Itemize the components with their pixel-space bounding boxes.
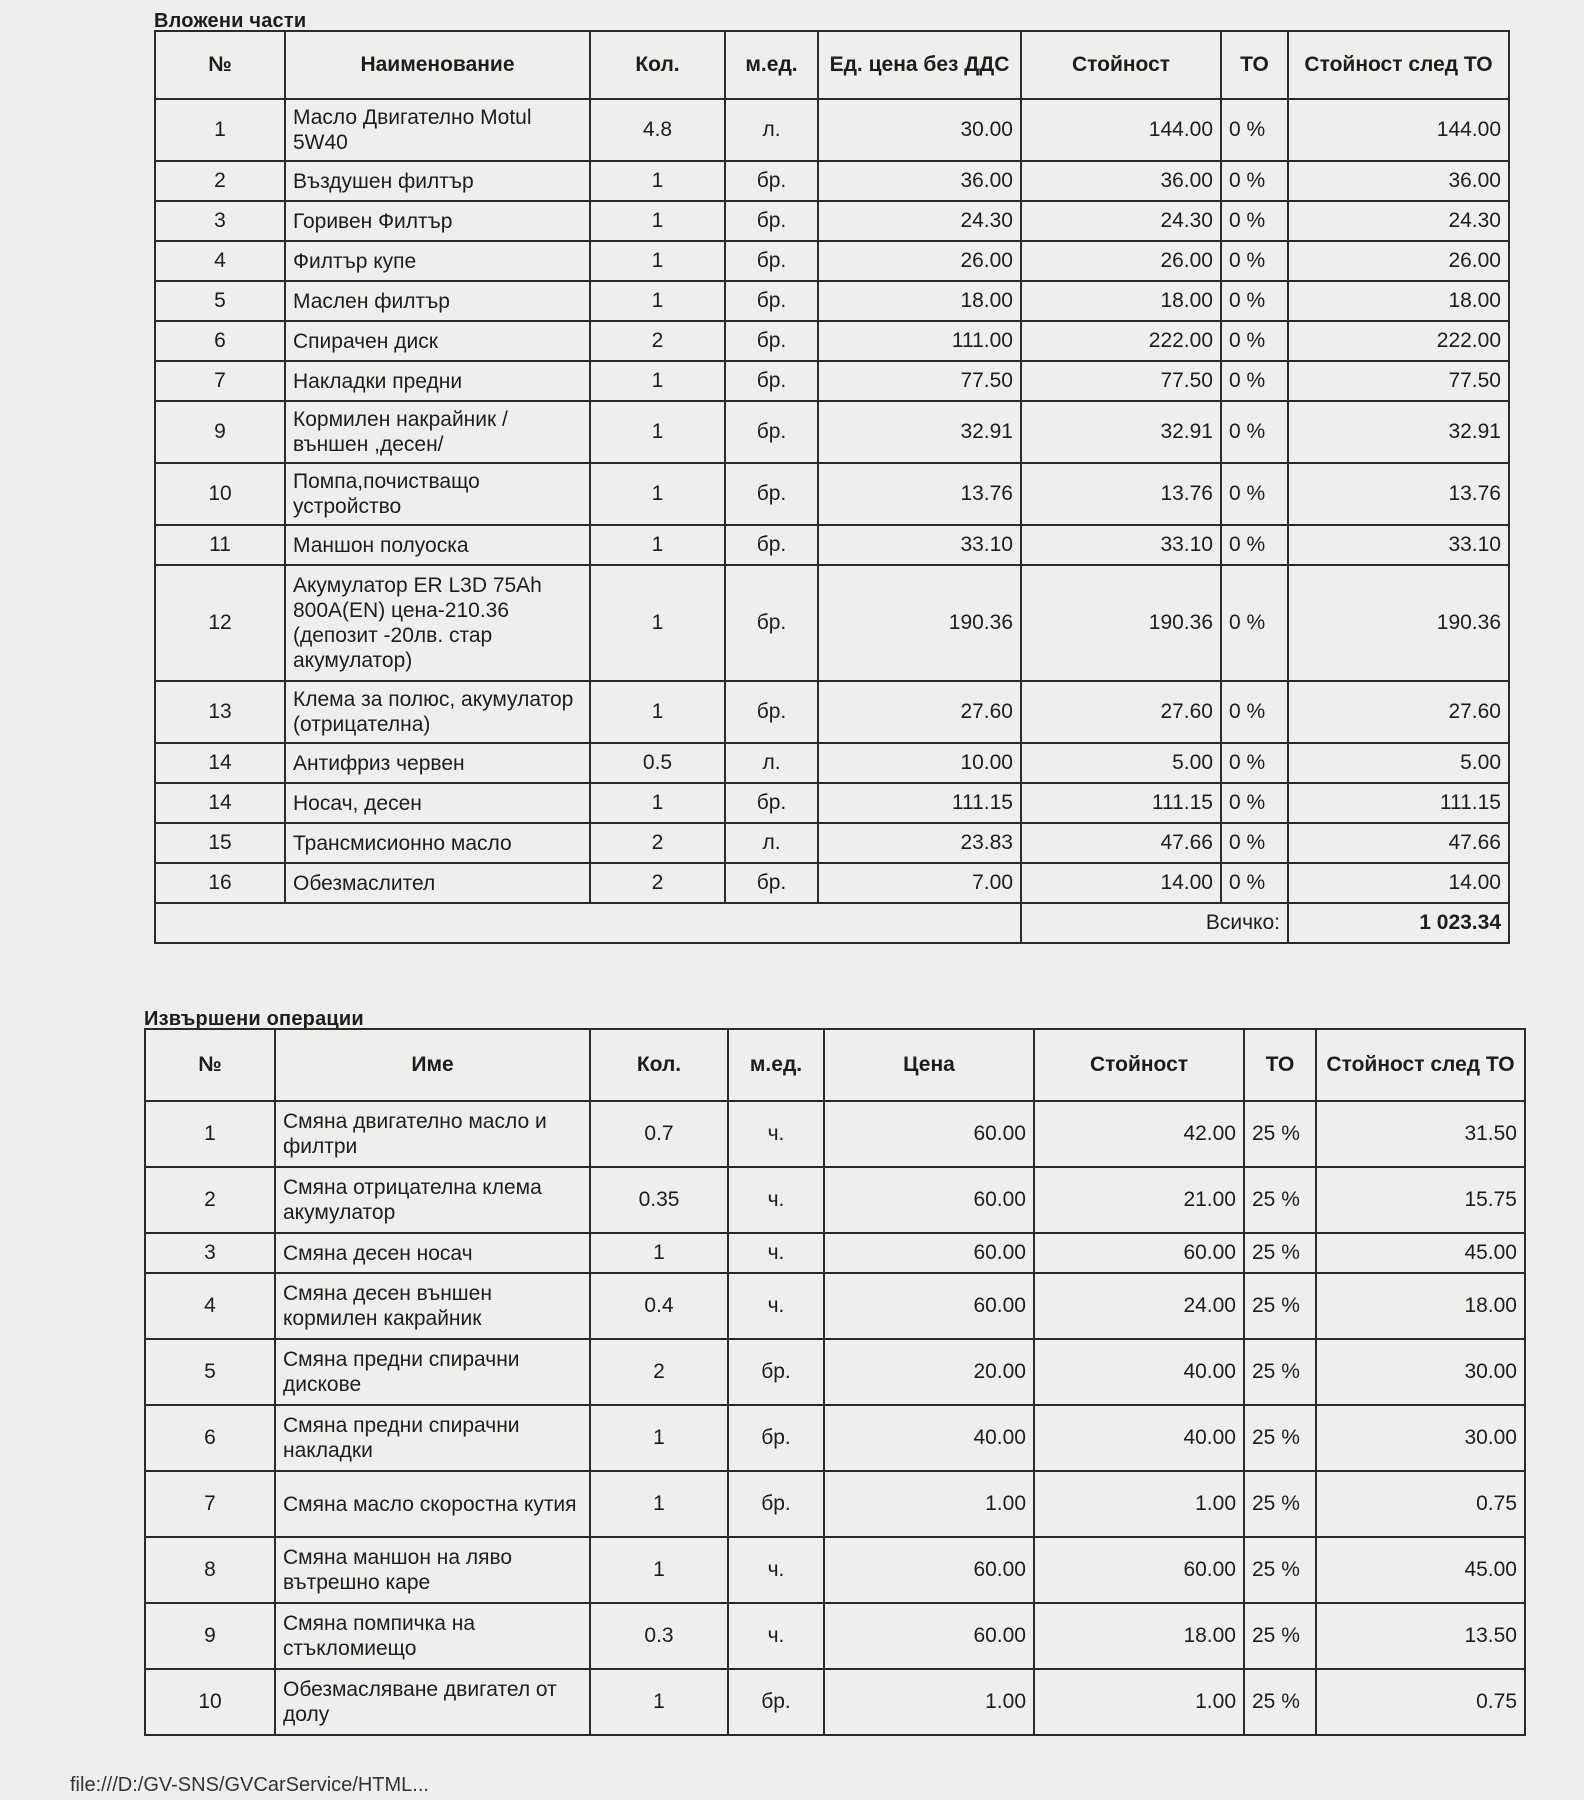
row-price: 190.36 [818,565,1021,681]
row-no: 12 [155,565,285,681]
row-to: 25 % [1244,1101,1316,1167]
row-qty: 4.8 [590,99,725,161]
row-after-to: 190.36 [1288,565,1509,681]
table-row [155,823,1509,863]
row-name: Смяна маншон на ляво вътрешно каре [275,1537,590,1603]
row-name: Помпа,почистващо устройство [285,463,590,525]
ops-header-to: ТО [1244,1029,1316,1101]
row-value: 111.15 [1021,783,1221,823]
row-value: 60.00 [1034,1233,1244,1273]
row-no: 2 [155,161,285,201]
row-qty: 2 [590,1339,728,1405]
row-after-to: 0.75 [1316,1471,1525,1537]
table-row [155,783,1509,823]
table-row [155,863,1509,903]
row-to: 0 % [1221,783,1288,823]
row-price: 30.00 [818,99,1021,161]
ops-header-no: № [145,1029,275,1101]
row-no: 9 [145,1603,275,1669]
ops-header-unit: м.ед. [728,1029,824,1101]
row-qty: 1 [590,361,725,401]
row-value: 42.00 [1034,1101,1244,1167]
row-name: Смяна предни спирачни дискове [275,1339,590,1405]
row-no: 10 [145,1669,275,1735]
row-name: Маслен филтър [285,281,590,321]
row-no: 16 [155,863,285,903]
row-unit: бр. [725,161,818,201]
row-name: Кормилен накрайник / външен ,десен/ [285,401,590,463]
row-qty: 1 [590,1537,728,1603]
row-price: 18.00 [818,281,1021,321]
row-to: 0 % [1221,463,1288,525]
row-qty: 2 [590,321,725,361]
row-name: Въздушен филтър [285,161,590,201]
row-after-to: 24.30 [1288,201,1509,241]
row-price: 7.00 [818,863,1021,903]
row-no: 3 [145,1233,275,1273]
row-qty: 0.35 [590,1167,728,1233]
row-qty: 2 [590,823,725,863]
row-qty: 1 [590,401,725,463]
row-after-to: 13.50 [1316,1603,1525,1669]
row-price: 77.50 [818,361,1021,401]
row-value: 18.00 [1021,281,1221,321]
table-row [145,1101,1525,1167]
table-row [155,565,1509,681]
row-to: 25 % [1244,1669,1316,1735]
table-row [145,1233,1525,1273]
row-no: 14 [155,783,285,823]
row-value: 5.00 [1021,743,1221,783]
row-after-to: 13.76 [1288,463,1509,525]
row-after-to: 45.00 [1316,1233,1525,1273]
row-to: 25 % [1244,1537,1316,1603]
table-row [145,1603,1525,1669]
row-no: 4 [145,1273,275,1339]
row-value: 33.10 [1021,525,1221,565]
row-no: 8 [145,1537,275,1603]
ops-header-after-to: Стойност след ТО [1316,1029,1525,1101]
operations-table [144,1028,1526,1736]
row-to: 25 % [1244,1471,1316,1537]
parts-header-row [155,31,1509,99]
row-unit: л. [725,743,818,783]
row-value: 18.00 [1034,1603,1244,1669]
row-qty: 1 [590,241,725,281]
row-qty: 1 [590,1233,728,1273]
row-value: 1.00 [1034,1471,1244,1537]
ops-header-value: Стойност [1034,1029,1244,1101]
row-to: 0 % [1221,681,1288,743]
row-qty: 0.3 [590,1603,728,1669]
row-after-to: 31.50 [1316,1101,1525,1167]
row-name: Обезмаслител [285,863,590,903]
row-after-to: 36.00 [1288,161,1509,201]
row-unit: бр. [728,1471,824,1537]
row-price: 1.00 [824,1669,1034,1735]
row-unit: бр. [725,401,818,463]
table-row [155,401,1509,463]
row-no: 11 [155,525,285,565]
row-after-to: 33.10 [1288,525,1509,565]
row-unit: ч. [728,1603,824,1669]
parts-section-title: Вложени части [154,10,307,32]
row-no: 5 [155,281,285,321]
row-after-to: 18.00 [1288,281,1509,321]
operations-header-row [145,1029,1525,1101]
row-to: 25 % [1244,1167,1316,1233]
row-after-to: 32.91 [1288,401,1509,463]
row-value: 47.66 [1021,823,1221,863]
row-price: 13.76 [818,463,1021,525]
row-value: 27.60 [1021,681,1221,743]
row-name: Смяна десен носач [275,1233,590,1273]
row-unit: бр. [725,525,818,565]
row-after-to: 144.00 [1288,99,1509,161]
row-unit: ч. [728,1273,824,1339]
row-qty: 1 [590,161,725,201]
row-after-to: 47.66 [1288,823,1509,863]
row-unit: ч. [728,1167,824,1233]
row-after-to: 30.00 [1316,1405,1525,1471]
row-unit: бр. [725,281,818,321]
row-no: 13 [155,681,285,743]
row-value: 14.00 [1021,863,1221,903]
row-name: Накладки предни [285,361,590,401]
row-no: 4 [155,241,285,281]
row-name: Акумулатор ER L3D 75Ah 800A(EN) цена-210.36 (депозит -20лв. стар акумулатор) [285,565,590,681]
header-unit-price: Ед. цена без ДДС [818,31,1021,99]
row-qty: 1 [590,1471,728,1537]
total-value: 1 023.34 [1288,903,1509,943]
row-name: Горивен Филтър [285,201,590,241]
row-unit: ч. [728,1101,824,1167]
row-price: 60.00 [824,1537,1034,1603]
row-no: 9 [155,401,285,463]
row-qty: 1 [590,783,725,823]
total-label: Всичко: [1021,903,1288,943]
header-after-to: Стойност след ТО [1288,31,1509,99]
row-name: Смяна помпичка на стъкломиещо [275,1603,590,1669]
row-name: Смяна предни спирачни накладки [275,1405,590,1471]
row-value: 1.00 [1034,1669,1244,1735]
row-qty: 0.4 [590,1273,728,1339]
row-value: 190.36 [1021,565,1221,681]
row-value: 144.00 [1021,99,1221,161]
row-value: 24.00 [1034,1273,1244,1339]
row-unit: л. [725,99,818,161]
row-value: 32.91 [1021,401,1221,463]
row-after-to: 0.75 [1316,1669,1525,1735]
row-name: Обезмасляване двигател от долу [275,1669,590,1735]
row-price: 32.91 [818,401,1021,463]
row-no: 7 [155,361,285,401]
row-price: 33.10 [818,525,1021,565]
table-row [155,241,1509,281]
header-value: Стойност [1021,31,1221,99]
row-value: 24.30 [1021,201,1221,241]
row-unit: ч. [728,1537,824,1603]
row-name: Смяна десен външен кормилен какрайник [275,1273,590,1339]
row-to: 0 % [1221,321,1288,361]
row-to: 0 % [1221,99,1288,161]
row-qty: 2 [590,863,725,903]
table-row [155,361,1509,401]
row-price: 24.30 [818,201,1021,241]
row-to: 0 % [1221,863,1288,903]
row-to: 0 % [1221,201,1288,241]
table-row [145,1669,1525,1735]
parts-total-row [155,903,1509,943]
row-after-to: 18.00 [1316,1273,1525,1339]
row-no: 7 [145,1471,275,1537]
table-row [145,1273,1525,1339]
table-row [155,161,1509,201]
row-qty: 0.5 [590,743,725,783]
row-qty: 1 [590,281,725,321]
row-to: 25 % [1244,1339,1316,1405]
row-to: 0 % [1221,361,1288,401]
operations-section-title: Извършени операции [144,1008,364,1030]
row-to: 25 % [1244,1273,1316,1339]
row-name: Носач, десен [285,783,590,823]
row-price: 27.60 [818,681,1021,743]
header-to: ТО [1221,31,1288,99]
row-to: 0 % [1221,161,1288,201]
row-to: 0 % [1221,525,1288,565]
row-qty: 1 [590,463,725,525]
row-no: 2 [145,1167,275,1233]
row-qty: 1 [590,1669,728,1735]
row-after-to: 27.60 [1288,681,1509,743]
row-price: 26.00 [818,241,1021,281]
row-to: 0 % [1221,401,1288,463]
row-to: 0 % [1221,823,1288,863]
total-spacer [155,903,1021,943]
row-qty: 1 [590,1405,728,1471]
row-price: 111.15 [818,783,1021,823]
table-row [155,743,1509,783]
row-no: 10 [155,463,285,525]
table-row [145,1537,1525,1603]
row-no: 6 [145,1405,275,1471]
row-unit: ч. [728,1233,824,1273]
table-row [155,99,1509,161]
row-unit: бр. [728,1405,824,1471]
row-no: 3 [155,201,285,241]
row-to: 25 % [1244,1233,1316,1273]
row-after-to: 222.00 [1288,321,1509,361]
table-row [145,1405,1525,1471]
row-name: Антифриз червен [285,743,590,783]
footer-file-path: file:///D:/GV-SNS/GVCarService/HTML... [70,1774,429,1796]
row-price: 60.00 [824,1273,1034,1339]
row-after-to: 111.15 [1288,783,1509,823]
row-name: Смяна отрицателна клема акумулатор [275,1167,590,1233]
row-price: 36.00 [818,161,1021,201]
row-unit: бр. [725,565,818,681]
row-value: 40.00 [1034,1339,1244,1405]
row-value: 77.50 [1021,361,1221,401]
row-value: 222.00 [1021,321,1221,361]
header-no: № [155,31,285,99]
row-to: 0 % [1221,281,1288,321]
row-name: Масло Двигателно Motul 5W40 [285,99,590,161]
row-value: 13.76 [1021,463,1221,525]
row-unit: бр. [725,681,818,743]
row-no: 5 [145,1339,275,1405]
row-after-to: 30.00 [1316,1339,1525,1405]
row-qty: 1 [590,565,725,681]
row-price: 20.00 [824,1339,1034,1405]
row-name: Трансмисионно масло [285,823,590,863]
table-row [145,1471,1525,1537]
table-row [155,525,1509,565]
row-after-to: 26.00 [1288,241,1509,281]
row-no: 1 [145,1101,275,1167]
row-unit: бр. [725,361,818,401]
row-to: 0 % [1221,241,1288,281]
row-price: 1.00 [824,1471,1034,1537]
row-unit: бр. [728,1669,824,1735]
row-no: 14 [155,743,285,783]
row-to: 0 % [1221,565,1288,681]
ops-header-name: Име [275,1029,590,1101]
row-unit: бр. [725,783,818,823]
row-no: 15 [155,823,285,863]
row-price: 40.00 [824,1405,1034,1471]
row-unit: бр. [725,201,818,241]
row-unit: бр. [725,321,818,361]
header-qty: Кол. [590,31,725,99]
row-qty: 0.7 [590,1101,728,1167]
row-to: 25 % [1244,1405,1316,1471]
row-after-to: 14.00 [1288,863,1509,903]
row-to: 0 % [1221,743,1288,783]
table-row [145,1339,1525,1405]
row-unit: бр. [725,463,818,525]
row-price: 10.00 [818,743,1021,783]
row-to: 25 % [1244,1603,1316,1669]
parts-table [154,30,1510,944]
row-no: 6 [155,321,285,361]
header-name: Наименование [285,31,590,99]
table-row [155,321,1509,361]
row-after-to: 5.00 [1288,743,1509,783]
row-name: Маншон полуоска [285,525,590,565]
row-price: 60.00 [824,1233,1034,1273]
row-name: Филтър купе [285,241,590,281]
row-no: 1 [155,99,285,161]
row-unit: л. [725,823,818,863]
row-unit: бр. [725,863,818,903]
row-name: Клема за полюс, акумулатор (отрицателна) [285,681,590,743]
table-row [155,681,1509,743]
row-value: 36.00 [1021,161,1221,201]
row-name: Смяна двигателно масло и филтри [275,1101,590,1167]
ops-header-qty: Кол. [590,1029,728,1101]
row-value: 40.00 [1034,1405,1244,1471]
table-row [155,463,1509,525]
row-price: 60.00 [824,1101,1034,1167]
table-row [155,201,1509,241]
row-after-to: 15.75 [1316,1167,1525,1233]
row-value: 26.00 [1021,241,1221,281]
row-unit: бр. [728,1339,824,1405]
header-unit: м.ед. [725,31,818,99]
row-qty: 1 [590,201,725,241]
row-name: Спирачен диск [285,321,590,361]
row-price: 23.83 [818,823,1021,863]
row-value: 60.00 [1034,1537,1244,1603]
ops-header-price: Цена [824,1029,1034,1101]
row-name: Смяна масло скоростна кутия [275,1471,590,1537]
table-row [145,1167,1525,1233]
table-row [155,281,1509,321]
row-after-to: 77.50 [1288,361,1509,401]
row-qty: 1 [590,525,725,565]
row-value: 21.00 [1034,1167,1244,1233]
row-after-to: 45.00 [1316,1537,1525,1603]
row-price: 60.00 [824,1603,1034,1669]
row-qty: 1 [590,681,725,743]
row-unit: бр. [725,241,818,281]
row-price: 111.00 [818,321,1021,361]
row-price: 60.00 [824,1167,1034,1233]
